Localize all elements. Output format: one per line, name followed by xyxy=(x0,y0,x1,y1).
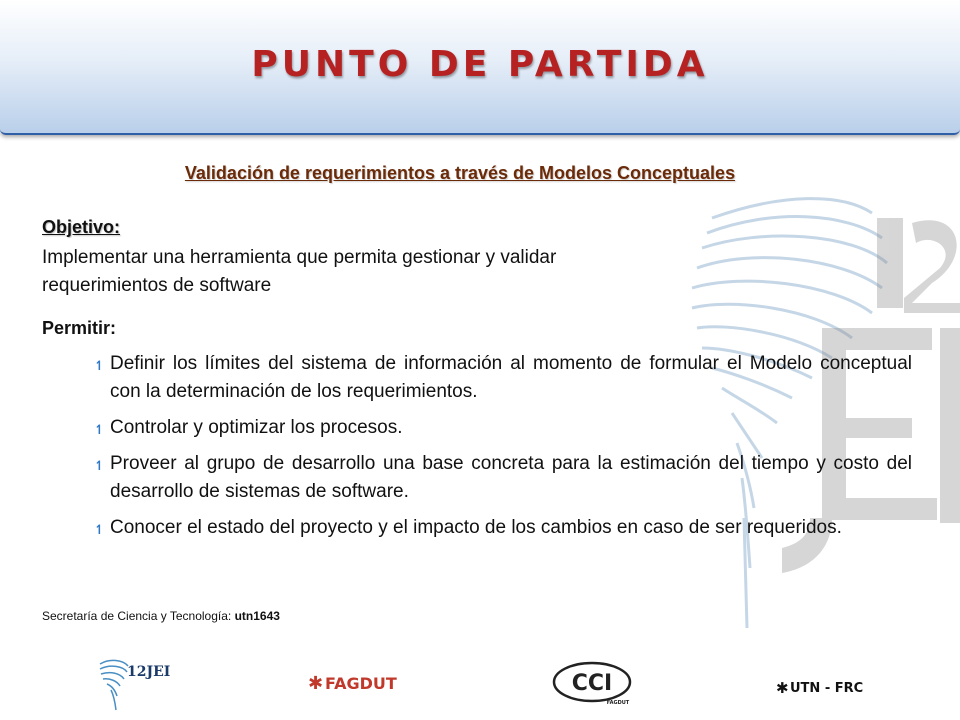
list-item xyxy=(96,450,912,506)
footer-note-code: utn1643 xyxy=(234,609,280,623)
utn-logo-text: UTN - FRC xyxy=(790,681,864,696)
list-item xyxy=(96,414,912,442)
utn-logo xyxy=(776,676,876,698)
footer-note-prefix: Secretaría de Ciencia y Tecnología: xyxy=(42,609,235,623)
list-item-text: Controlar y optimizar los procesos. xyxy=(110,417,403,438)
cci-logo-subtext: FAGDUT xyxy=(606,700,630,706)
cci-logo xyxy=(552,660,634,706)
footer-note xyxy=(42,609,280,623)
slide-subtitle: Validación de requerimientos a través de Modelos Conceptuales xyxy=(184,163,736,183)
objetivo-line-1: Implementar una herramienta que permita gestionar y validar xyxy=(42,247,557,268)
objetivo-label: Objetivo: xyxy=(42,217,121,237)
header-banner xyxy=(0,0,960,135)
list-item-text: Proveer al grupo de desarrollo una base concreta para la estimación del tiempo y costo del desarrollo de sistemas de software. xyxy=(110,453,912,502)
list-item-text: Conocer el estado del proyecto y el impacto de los cambios en caso de ser requeridos. xyxy=(110,517,842,538)
bullet-icon: ↿ xyxy=(94,458,105,473)
objetivo-line-2: requerimientos de software xyxy=(42,275,272,296)
permitir-list xyxy=(96,350,912,550)
fagdut-logo-text: FAGDUT xyxy=(325,674,397,693)
objetivo-text xyxy=(42,244,722,300)
page-title: PUNTO DE PARTIDA xyxy=(251,44,709,85)
list-item xyxy=(96,350,912,406)
bullet-icon: ↿ xyxy=(94,422,105,437)
jei-logo xyxy=(95,652,175,712)
bullet-icon: ↿ xyxy=(94,358,105,373)
fagdut-logo xyxy=(308,668,398,696)
jei-logo-text: 12JEI xyxy=(127,664,171,680)
list-item xyxy=(96,514,912,542)
svg-text:✱: ✱ xyxy=(776,679,789,697)
bullet-icon: ↿ xyxy=(94,522,105,537)
svg-text:✱: ✱ xyxy=(308,673,324,694)
list-item-text: Definir los límites del sistema de información al momento de formular el Modelo conceptual con la determinación de los requerimientos. xyxy=(110,353,912,402)
cci-logo-text: CCI xyxy=(571,671,613,696)
permitir-label: Permitir: xyxy=(42,318,117,338)
